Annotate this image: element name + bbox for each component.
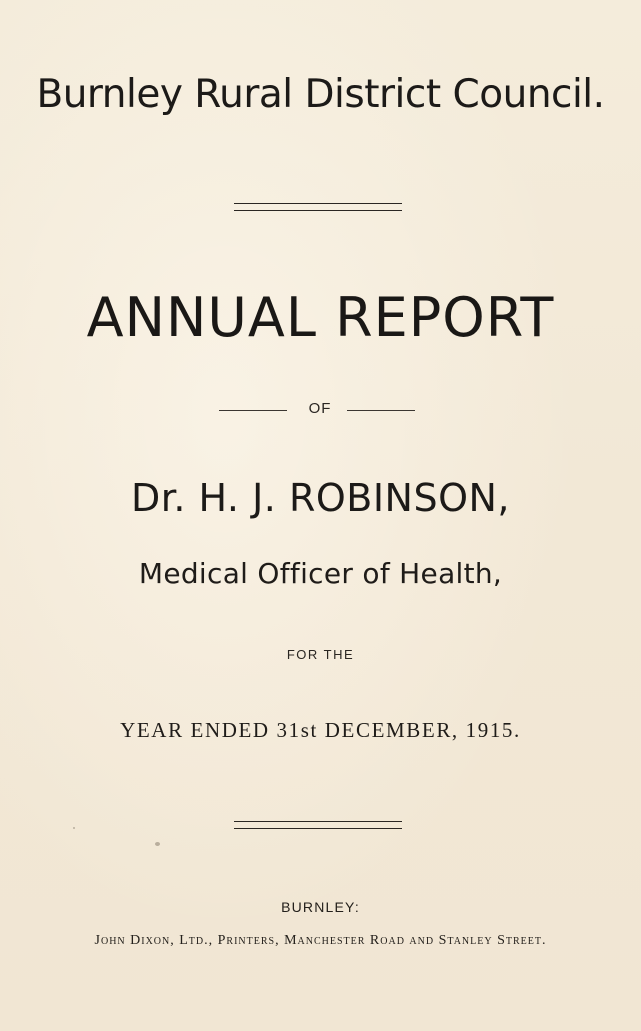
officer-title: Medical Officer of Health,	[138, 557, 503, 590]
of-left-dash	[219, 410, 287, 411]
place-of-printing: BURNLEY:	[281, 899, 360, 915]
of-separator	[0, 400, 641, 420]
doctor-name: Dr. H. J. ROBINSON,	[130, 476, 511, 520]
of-label: OF	[308, 400, 332, 417]
report-title: ANNUAL REPORT	[86, 286, 555, 349]
top-double-rule	[234, 203, 402, 211]
of-right-dash	[347, 410, 415, 411]
bottom-double-rule	[234, 821, 402, 829]
year-ended-line: YEAR ENDED 31st DECEMBER, 1915.	[120, 718, 521, 742]
printer-imprint: John Dixon, Ltd., Printers, Manchester Road and Stanley Street.	[94, 933, 547, 948]
council-name: Burnley Rural District Council.	[36, 72, 605, 117]
for-the-label: FOR THE	[286, 647, 355, 662]
paper-speck	[155, 842, 160, 846]
paper-speck	[73, 827, 75, 829]
